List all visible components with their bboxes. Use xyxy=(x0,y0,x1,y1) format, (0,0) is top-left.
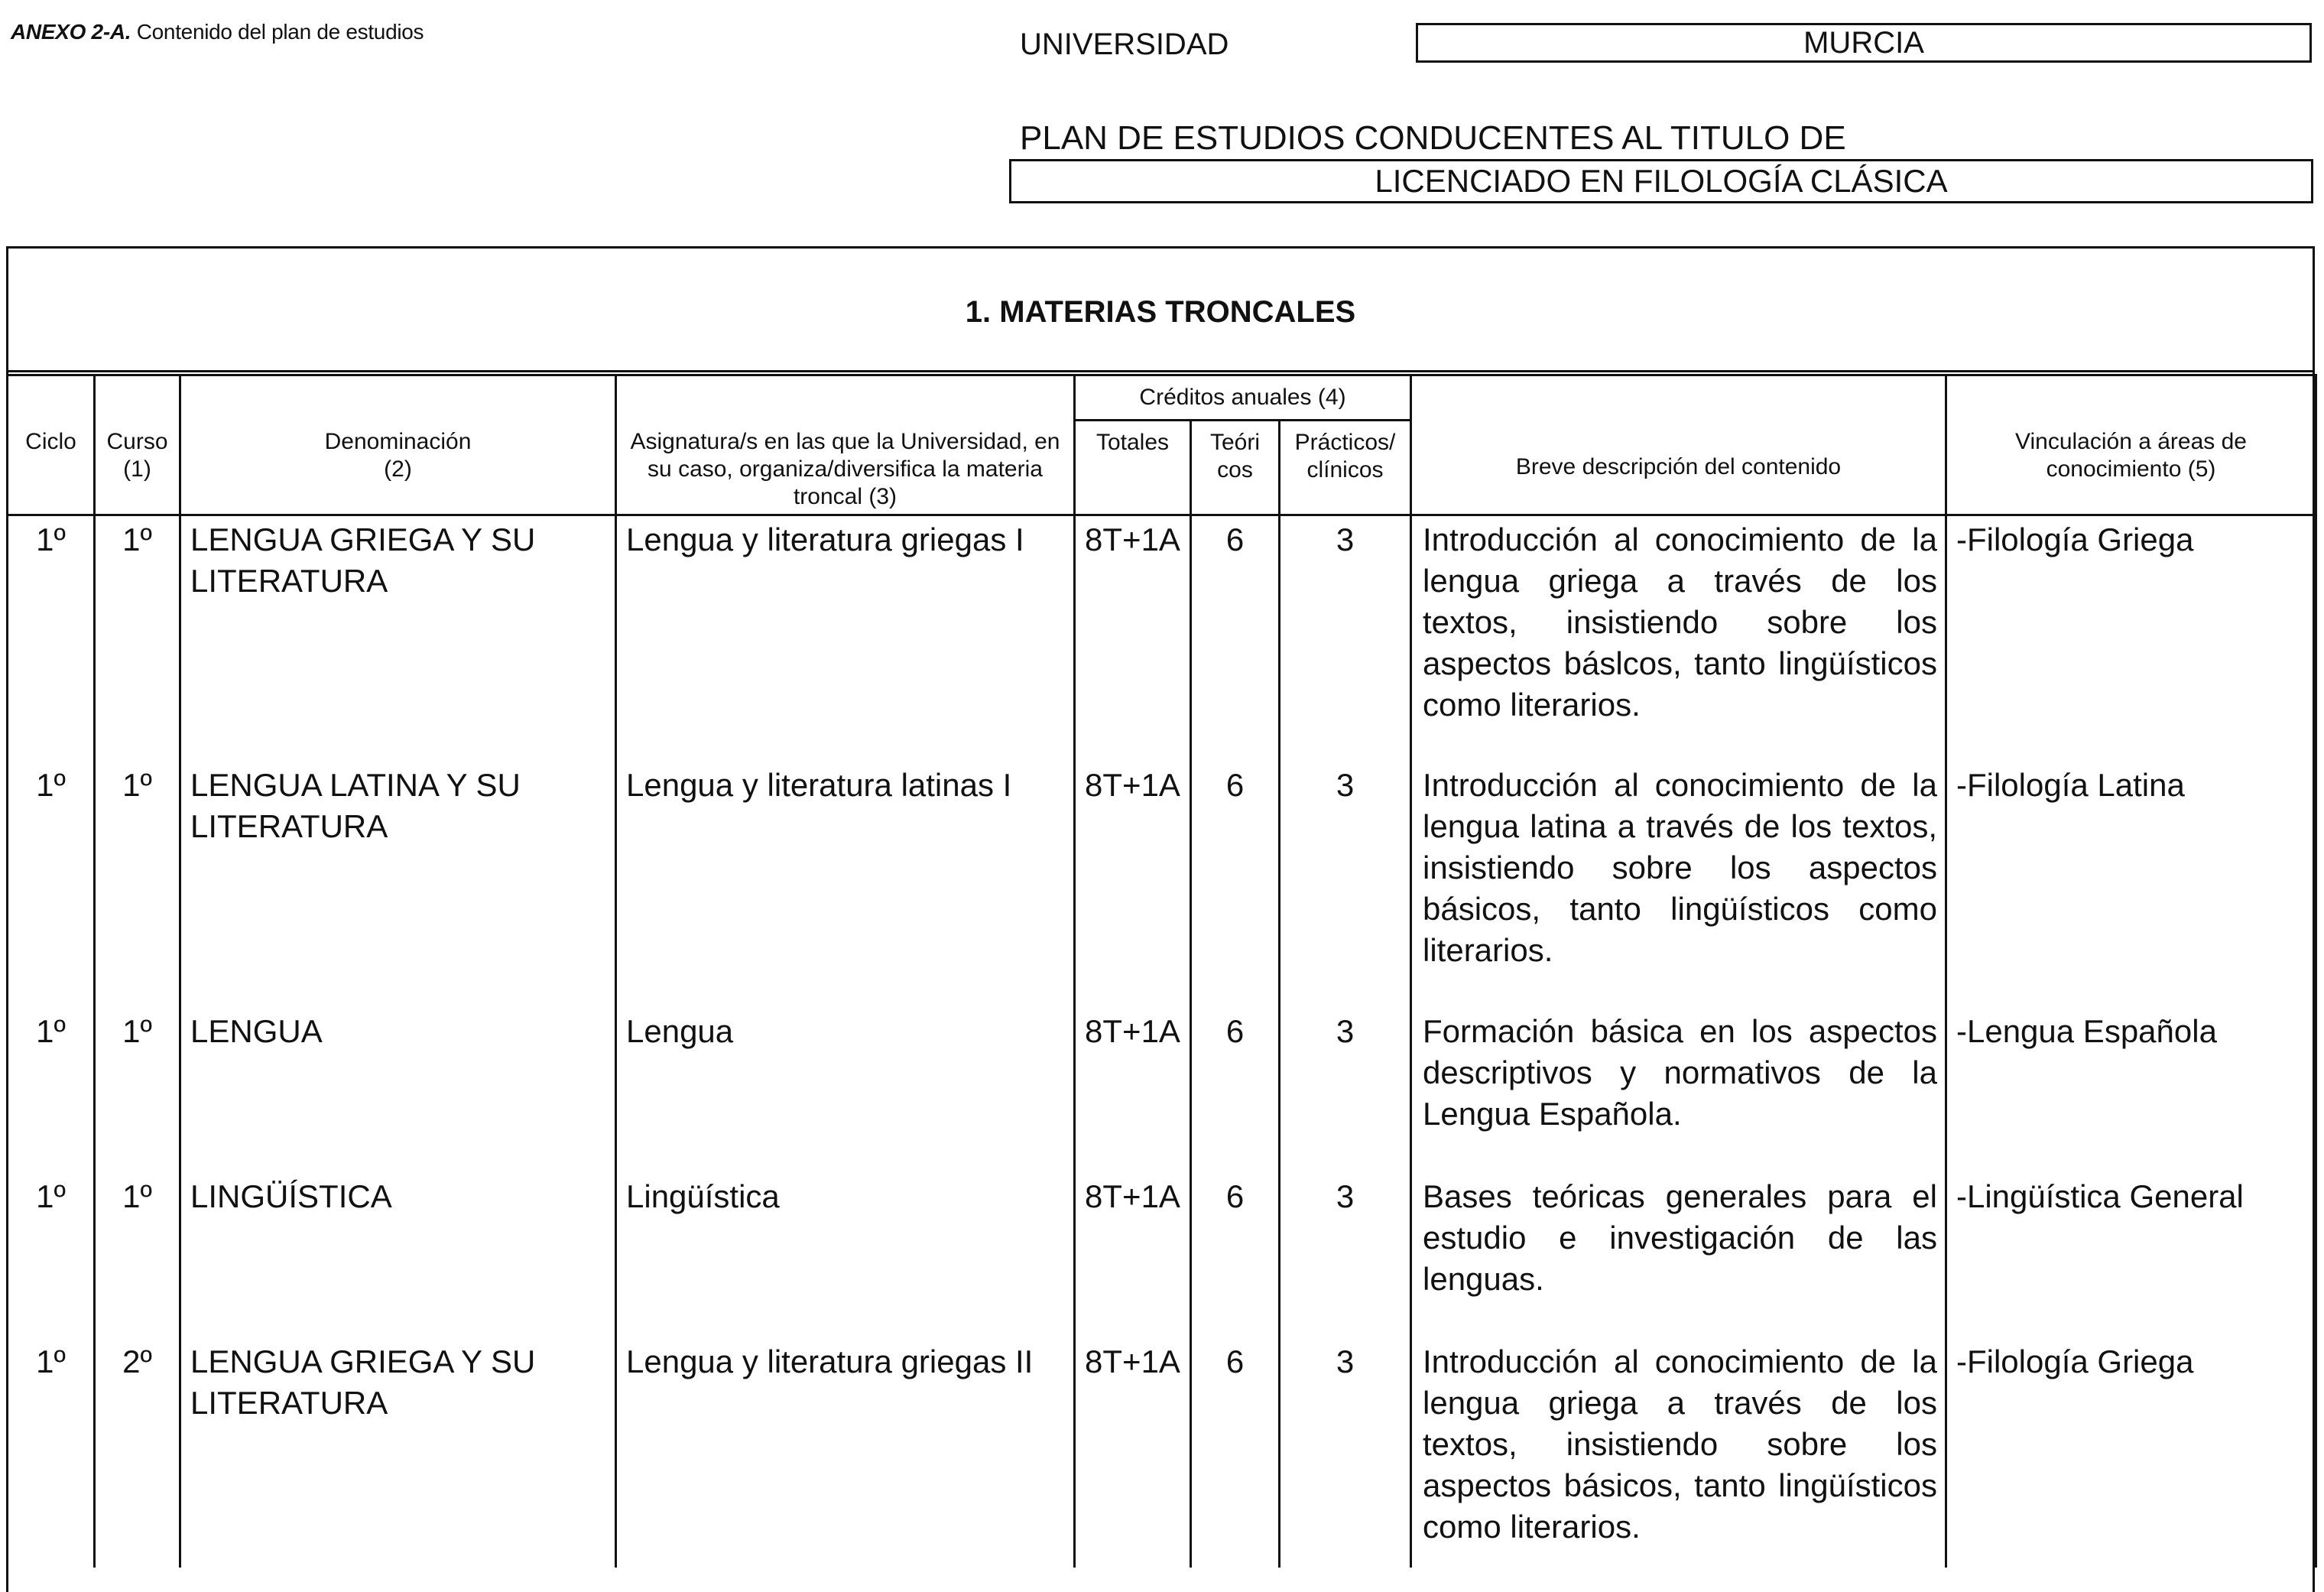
cell-asignatura: Lingüística xyxy=(616,1173,1075,1338)
cell-practicos: 3 xyxy=(1280,515,1411,762)
header-spacer xyxy=(1946,375,2316,421)
section-title: 1. MATERIAS TRONCALES xyxy=(8,249,2313,372)
cell-totales: 8T+1A xyxy=(1075,762,1191,1008)
table-row xyxy=(8,762,2316,1008)
cell-teoricos: 6 xyxy=(1191,515,1280,762)
col-header-vinculacion: Vinculación a áreas de conocimiento (5) xyxy=(1946,421,2316,515)
university-name-box: MURCIA xyxy=(1416,23,2312,63)
cell-practicos: 3 xyxy=(1280,762,1411,1008)
cell-denominacion: LENGUA GRIEGA Y SU LITERATURA xyxy=(180,1338,616,1568)
annex-label: ANEXO 2-A. xyxy=(11,20,131,44)
col-header-curso: Curso (1) xyxy=(95,421,180,515)
cell-ciclo: 1º xyxy=(8,762,95,1008)
col-header-ciclo: Ciclo xyxy=(8,421,95,515)
cell-practicos: 3 xyxy=(1280,1008,1411,1173)
col-header-teoricos: Teóri cos xyxy=(1191,421,1280,515)
cell-teoricos: 6 xyxy=(1191,762,1280,1008)
cell-ciclo: 1º xyxy=(8,1173,95,1338)
cell-totales: 8T+1A xyxy=(1075,1173,1191,1338)
cell-vinculacion: -Lengua Española xyxy=(1946,1008,2316,1173)
column-header-row xyxy=(8,421,2316,515)
cell-totales: 8T+1A xyxy=(1075,515,1191,762)
cell-curso: 1º xyxy=(95,1173,180,1338)
troncales-table-frame xyxy=(6,246,2315,1592)
header-spacer xyxy=(95,375,180,421)
cell-practicos: 3 xyxy=(1280,1173,1411,1338)
cell-denominacion: LINGÜÍSTICA xyxy=(180,1173,616,1338)
cell-asignatura: Lengua y literatura griegas II xyxy=(616,1338,1075,1568)
cell-asignatura: Lengua y literatura griegas I xyxy=(616,515,1075,762)
credits-group-header: Créditos anuales (4) xyxy=(1075,375,1411,421)
col-header-denominacion: Denominación (2) xyxy=(180,421,616,515)
cell-denominacion: LENGUA GRIEGA Y SU LITERATURA xyxy=(180,515,616,762)
col-header-practicos: Prácticos/ clínicos xyxy=(1280,421,1411,515)
cell-asignatura: Lengua xyxy=(616,1008,1075,1173)
cell-totales: 8T+1A xyxy=(1075,1338,1191,1568)
header-spacer xyxy=(8,375,95,421)
cell-practicos: 3 xyxy=(1280,1338,1411,1568)
cell-vinculacion: -Filología Griega xyxy=(1946,515,2316,762)
cell-curso: 2º xyxy=(95,1338,180,1568)
cell-asignatura: Lengua y literatura latinas I xyxy=(616,762,1075,1008)
col-header-totales: Totales xyxy=(1075,421,1191,515)
cell-ciclo: 1º xyxy=(8,1008,95,1173)
header-spacer xyxy=(1411,375,1946,421)
table-row xyxy=(8,1338,2316,1568)
cell-descripcion: Introducción al conocimiento de la lengua latina a través de los textos, insistiendo sobre los aspectos básicos, tanto lingüísticos como literarios. xyxy=(1411,762,1946,1008)
table-row xyxy=(8,1008,2316,1173)
cell-curso: 1º xyxy=(95,762,180,1008)
annex-heading xyxy=(11,20,424,44)
cell-curso: 1º xyxy=(95,1008,180,1173)
table-row xyxy=(8,515,2316,762)
cell-descripcion: Introducción al conocimiento de la lengua griega a través de los textos, insistiendo sobre los aspectos báslcos, tanto lingüísticos como literarios. xyxy=(1411,515,1946,762)
subjects-table xyxy=(6,374,2317,1568)
cell-totales: 8T+1A xyxy=(1075,1008,1191,1173)
plan-label: PLAN DE ESTUDIOS CONDUCENTES AL TITULO DE xyxy=(1020,119,1846,157)
col-header-descripcion: Breve descripción del contenido xyxy=(1411,421,1946,515)
annex-text: Contenido del plan de estudios xyxy=(136,20,424,44)
cell-vinculacion: -Lingüística General xyxy=(1946,1173,2316,1338)
header-spacer xyxy=(180,375,616,421)
degree-title-box: LICENCIADO EN FILOLOGÍA CLÁSICA xyxy=(1009,159,2313,203)
cell-teoricos: 6 xyxy=(1191,1173,1280,1338)
cell-denominacion: LENGUA LATINA Y SU LITERATURA xyxy=(180,762,616,1008)
cell-vinculacion: -Filología Griega xyxy=(1946,1338,2316,1568)
credits-header-row xyxy=(8,375,2316,421)
cell-teoricos: 6 xyxy=(1191,1338,1280,1568)
cell-vinculacion: -Filología Latina xyxy=(1946,762,2316,1008)
cell-curso: 1º xyxy=(95,515,180,762)
cell-descripcion: Introducción al conocimiento de la lengua griega a través de los textos, insistiendo sobre los aspectos básicos, tanto lingüísticos como literarios. xyxy=(1411,1338,1946,1568)
table-row xyxy=(8,1173,2316,1338)
university-label: UNIVERSIDAD xyxy=(1020,28,1229,61)
cell-teoricos: 6 xyxy=(1191,1008,1280,1173)
cell-ciclo: 1º xyxy=(8,515,95,762)
cell-ciclo: 1º xyxy=(8,1338,95,1568)
cell-denominacion: LENGUA xyxy=(180,1008,616,1173)
cell-descripcion: Bases teóricas generales para el estudio e investigación de las lenguas. xyxy=(1411,1173,1946,1338)
header-spacer xyxy=(616,375,1075,421)
col-header-asignaturas: Asignatura/s en las que la Universidad, en su caso, organiza/diversifica la materia troncal (3) xyxy=(616,421,1075,515)
cell-descripcion: Formación básica en los aspectos descriptivos y normativos de la Lengua Española. xyxy=(1411,1008,1946,1173)
